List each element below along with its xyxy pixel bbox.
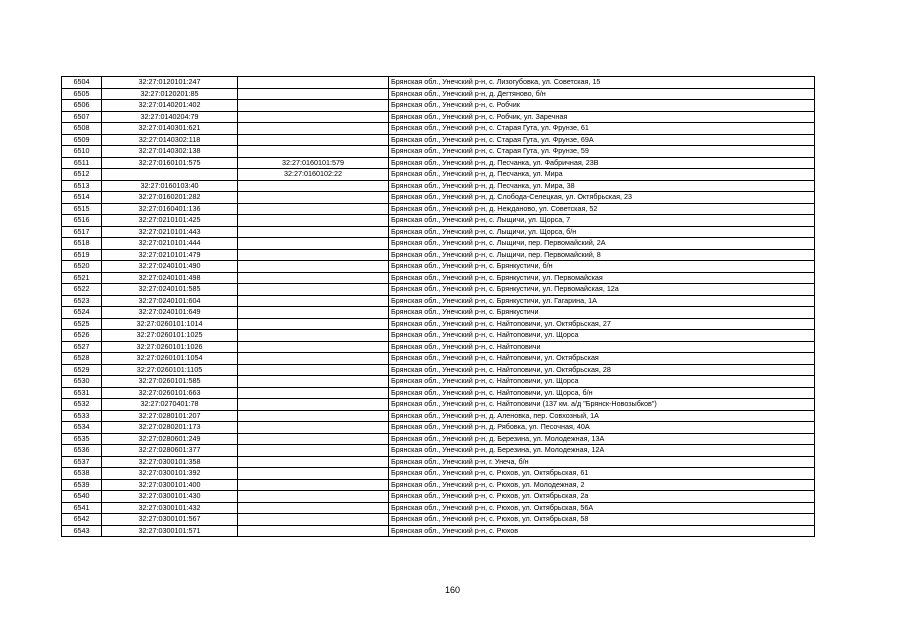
- address-cell: Брянская обл., Унечский р-н, с. Лыщичи, ул. Щорса, 7: [389, 215, 815, 227]
- address-cell: Брянская обл., Унечский р-н, с. Рюхов, ул. Октябрьская, 58: [389, 514, 815, 526]
- related-cadastral-number-cell: [238, 249, 389, 261]
- address-cell: Брянская обл., Унечский р-н, д. Березина, ул. Молодежная, 13А: [389, 433, 815, 445]
- row-number-cell: 6520: [62, 261, 102, 273]
- cadastral-number-cell: 32:27:0240101:604: [102, 295, 238, 307]
- table-row: [62, 272, 815, 284]
- table-row: [62, 261, 815, 273]
- related-cadastral-number-cell: [238, 238, 389, 250]
- related-cadastral-number-cell: [238, 295, 389, 307]
- address-cell: Брянская обл., Унечский р-н, с. Старая Гута, ул. Фрунзе, 61: [389, 123, 815, 135]
- cadastral-number-cell: 32:27:0260101:1054: [102, 353, 238, 365]
- cadastral-number-cell: 32:27:0300101:400: [102, 479, 238, 491]
- table-row: [62, 77, 815, 89]
- table-row: [62, 146, 815, 158]
- cadastral-number-cell: 32:27:0260101:1026: [102, 341, 238, 353]
- row-number-cell: 6532: [62, 399, 102, 411]
- row-number-cell: 6543: [62, 525, 102, 537]
- row-number-cell: 6512: [62, 169, 102, 181]
- table-row: [62, 284, 815, 296]
- registry-table: [61, 76, 815, 537]
- address-cell: Брянская обл., Унечский р-н, с. Брянкустичи, ул. Гагарина, 1А: [389, 295, 815, 307]
- table-row: [62, 514, 815, 526]
- related-cadastral-number-cell: [238, 330, 389, 342]
- row-number-cell: 6539: [62, 479, 102, 491]
- row-number-cell: 6517: [62, 226, 102, 238]
- related-cadastral-number-cell: [238, 514, 389, 526]
- table-row: [62, 295, 815, 307]
- related-cadastral-number-cell: [238, 445, 389, 457]
- row-number-cell: 6533: [62, 410, 102, 422]
- row-number-cell: 6507: [62, 111, 102, 123]
- row-number-cell: 6522: [62, 284, 102, 296]
- cadastral-number-cell: 32:27:0240101:649: [102, 307, 238, 319]
- table-row: [62, 387, 815, 399]
- row-number-cell: 6505: [62, 88, 102, 100]
- cadastral-number-cell: 32:27:0240101:490: [102, 261, 238, 273]
- address-cell: Брянская обл., Унечский р-н, с. Робчик, ул. Заречная: [389, 111, 815, 123]
- row-number-cell: 6538: [62, 468, 102, 480]
- table-row: [62, 525, 815, 537]
- row-number-cell: 6540: [62, 491, 102, 503]
- address-cell: Брянская обл., Унечский р-н, с. Найтоповичи, ул. Октябрьская, 27: [389, 318, 815, 330]
- related-cadastral-number-cell: [238, 146, 389, 158]
- cadastral-number-cell: 32:27:0140204:79: [102, 111, 238, 123]
- row-number-cell: 6513: [62, 180, 102, 192]
- row-number-cell: 6508: [62, 123, 102, 135]
- row-number-cell: 6534: [62, 422, 102, 434]
- row-number-cell: 6537: [62, 456, 102, 468]
- address-cell: Брянская обл., Унечский р-н, с. Рюхов, ул. Молодежная, 2: [389, 479, 815, 491]
- registry-table-body: [62, 77, 815, 537]
- cadastral-number-cell: 32:27:0160401:136: [102, 203, 238, 215]
- row-number-cell: 6515: [62, 203, 102, 215]
- address-cell: Брянская обл., Унечский р-н, д. Песчанка, ул. Фабричная, 23В: [389, 157, 815, 169]
- address-cell: Брянская обл., Унечский р-н, с. Робчик: [389, 100, 815, 112]
- address-cell: Брянская обл., Унечский р-н, д. Аленовка, пер. Совхозный, 1А: [389, 410, 815, 422]
- related-cadastral-number-cell: 32:27:0160102:22: [238, 169, 389, 181]
- table-row: [62, 318, 815, 330]
- table-row: [62, 502, 815, 514]
- cadastral-number-cell: 32:27:0160201:282: [102, 192, 238, 204]
- cadastral-number-cell: 32:27:0280601:377: [102, 445, 238, 457]
- row-number-cell: 6510: [62, 146, 102, 158]
- related-cadastral-number-cell: [238, 525, 389, 537]
- related-cadastral-number-cell: [238, 468, 389, 480]
- address-cell: Брянская обл., Унечский р-н, с. Рюхов, ул. Октябрьская, 56А: [389, 502, 815, 514]
- address-cell: Брянская обл., Унечский р-н, д. Березина, ул. Молодежная, 12А: [389, 445, 815, 457]
- cadastral-number-cell: 32:27:0300101:567: [102, 514, 238, 526]
- related-cadastral-number-cell: [238, 410, 389, 422]
- related-cadastral-number-cell: [238, 399, 389, 411]
- address-cell: Брянская обл., Унечский р-н, с. Найтоповичи, ул. Октябрьская, 28: [389, 364, 815, 376]
- related-cadastral-number-cell: [238, 422, 389, 434]
- table-row: [62, 410, 815, 422]
- related-cadastral-number-cell: [238, 341, 389, 353]
- table-row: [62, 491, 815, 503]
- table-row: [62, 456, 815, 468]
- related-cadastral-number-cell: [238, 88, 389, 100]
- address-cell: Брянская обл., Унечский р-н, с. Брянкустичи, б/н: [389, 261, 815, 273]
- related-cadastral-number-cell: [238, 456, 389, 468]
- row-number-cell: 6525: [62, 318, 102, 330]
- related-cadastral-number-cell: [238, 284, 389, 296]
- cadastral-number-cell: 32:27:0260101:663: [102, 387, 238, 399]
- row-number-cell: 6542: [62, 514, 102, 526]
- related-cadastral-number-cell: [238, 192, 389, 204]
- table-row: [62, 192, 815, 204]
- cadastral-number-cell: 32:27:0280201:173: [102, 422, 238, 434]
- related-cadastral-number-cell: 32:27:0160101:579: [238, 157, 389, 169]
- related-cadastral-number-cell: [238, 261, 389, 273]
- table-row: [62, 364, 815, 376]
- address-cell: Брянская обл., Унечский р-н, с. Лыщичи, пер. Первомайский, 8: [389, 249, 815, 261]
- row-number-cell: 6514: [62, 192, 102, 204]
- table-row: [62, 479, 815, 491]
- row-number-cell: 6516: [62, 215, 102, 227]
- table-row: [62, 226, 815, 238]
- table-row: [62, 341, 815, 353]
- cadastral-number-cell: 32:27:0300101:571: [102, 525, 238, 537]
- related-cadastral-number-cell: [238, 502, 389, 514]
- address-cell: Брянская обл., Унечский р-н, с. Брянкустичи, ул. Первомайская, 12а: [389, 284, 815, 296]
- row-number-cell: 6530: [62, 376, 102, 388]
- row-number-cell: 6535: [62, 433, 102, 445]
- related-cadastral-number-cell: [238, 318, 389, 330]
- cadastral-number-cell: 32:27:0260101:1105: [102, 364, 238, 376]
- cadastral-number-cell: 32:27:0240101:498: [102, 272, 238, 284]
- cadastral-number-cell: 32:27:0210101:443: [102, 226, 238, 238]
- address-cell: Брянская обл., Унечский р-н, с. Рюхов, ул. Октябрьская, 61: [389, 468, 815, 480]
- cadastral-number-cell: 32:27:0240101:585: [102, 284, 238, 296]
- related-cadastral-number-cell: [238, 215, 389, 227]
- address-cell: Брянская обл., Унечский р-н, с. Найтоповичи, ул. Щорса, б/н: [389, 387, 815, 399]
- table-row: [62, 249, 815, 261]
- related-cadastral-number-cell: [238, 364, 389, 376]
- table-row: [62, 215, 815, 227]
- cadastral-number-cell: 32:27:0300101:430: [102, 491, 238, 503]
- row-number-cell: 6531: [62, 387, 102, 399]
- table-row: [62, 433, 815, 445]
- table-row: [62, 399, 815, 411]
- table-row: [62, 180, 815, 192]
- address-cell: Брянская обл., Унечский р-н, д. Песчанка, ул. Мира: [389, 169, 815, 181]
- related-cadastral-number-cell: [238, 111, 389, 123]
- table-row: [62, 157, 815, 169]
- row-number-cell: 6524: [62, 307, 102, 319]
- related-cadastral-number-cell: [238, 387, 389, 399]
- table-row: [62, 307, 815, 319]
- cadastral-number-cell: 32:27:0120101:247: [102, 77, 238, 89]
- row-number-cell: 6518: [62, 238, 102, 250]
- cadastral-number-cell: 32:27:0140201:402: [102, 100, 238, 112]
- table-row: [62, 330, 815, 342]
- table-row: [62, 203, 815, 215]
- address-cell: Брянская обл., Унечский р-н, с. Рюхов: [389, 525, 815, 537]
- related-cadastral-number-cell: [238, 353, 389, 365]
- address-cell: Брянская обл., Унечский р-н, с. Найтоповичи (137 км. а/д "Брянск-Новозыбков"): [389, 399, 815, 411]
- cadastral-number-cell: 32:27:0270401:78: [102, 399, 238, 411]
- cadastral-number-cell: [102, 169, 238, 181]
- row-number-cell: 6519: [62, 249, 102, 261]
- row-number-cell: 6523: [62, 295, 102, 307]
- table-row: [62, 238, 815, 250]
- page-number: 160: [444, 585, 461, 595]
- cadastral-number-cell: 32:27:0210101:479: [102, 249, 238, 261]
- cadastral-number-cell: 32:27:0280601:249: [102, 433, 238, 445]
- address-cell: Брянская обл., Унечский р-н, с. Старая Гута, ул. Фрунзе, 59: [389, 146, 815, 158]
- table-row: [62, 376, 815, 388]
- cadastral-number-cell: 32:27:0260101:1014: [102, 318, 238, 330]
- row-number-cell: 6529: [62, 364, 102, 376]
- related-cadastral-number-cell: [238, 134, 389, 146]
- cadastral-number-cell: 32:27:0300101:392: [102, 468, 238, 480]
- address-cell: Брянская обл., Унечский р-н, с. Рюхов, ул. Октябрьская, 2а: [389, 491, 815, 503]
- table-row: [62, 468, 815, 480]
- table-row: [62, 88, 815, 100]
- address-cell: Брянская обл., Унечский р-н, с. Найтоповичи, ул. Щорса: [389, 376, 815, 388]
- table-row: [62, 353, 815, 365]
- row-number-cell: 6504: [62, 77, 102, 89]
- address-cell: Брянская обл., Унечский р-н, д. Нежданово, ул. Советская, 52: [389, 203, 815, 215]
- row-number-cell: 6527: [62, 341, 102, 353]
- related-cadastral-number-cell: [238, 100, 389, 112]
- cadastral-number-cell: 32:27:0160103:40: [102, 180, 238, 192]
- related-cadastral-number-cell: [238, 307, 389, 319]
- address-cell: Брянская обл., Унечский р-н, с. Лыщичи, пер. Первомайский, 2А: [389, 238, 815, 250]
- related-cadastral-number-cell: [238, 203, 389, 215]
- related-cadastral-number-cell: [238, 376, 389, 388]
- row-number-cell: 6528: [62, 353, 102, 365]
- address-cell: Брянская обл., Унечский р-н, д. Песчанка, ул. Мира, 38: [389, 180, 815, 192]
- cadastral-number-cell: 32:27:0280101:207: [102, 410, 238, 422]
- related-cadastral-number-cell: [238, 226, 389, 238]
- related-cadastral-number-cell: [238, 491, 389, 503]
- address-cell: Брянская обл., Унечский р-н, с. Лыщичи, ул. Щорса, б/н: [389, 226, 815, 238]
- related-cadastral-number-cell: [238, 123, 389, 135]
- related-cadastral-number-cell: [238, 180, 389, 192]
- address-cell: Брянская обл., Унечский р-н, с. Старая Гута, ул. Фрунзе, 69А: [389, 134, 815, 146]
- related-cadastral-number-cell: [238, 433, 389, 445]
- cadastral-number-cell: 32:27:0140302:118: [102, 134, 238, 146]
- table-row: [62, 445, 815, 457]
- address-cell: Брянская обл., Унечский р-н, с. Найтоповичи, ул. Щорса: [389, 330, 815, 342]
- cadastral-number-cell: 32:27:0160101:575: [102, 157, 238, 169]
- related-cadastral-number-cell: [238, 272, 389, 284]
- table-row: [62, 422, 815, 434]
- address-cell: Брянская обл., Унечский р-н, г. Унеча, б/н: [389, 456, 815, 468]
- address-cell: Брянская обл., Унечский р-н, с. Найтоповичи: [389, 341, 815, 353]
- row-number-cell: 6536: [62, 445, 102, 457]
- row-number-cell: 6526: [62, 330, 102, 342]
- related-cadastral-number-cell: [238, 479, 389, 491]
- row-number-cell: 6541: [62, 502, 102, 514]
- cadastral-number-cell: 32:27:0260101:1025: [102, 330, 238, 342]
- table-row: [62, 134, 815, 146]
- related-cadastral-number-cell: [238, 77, 389, 89]
- address-cell: Брянская обл., Унечский р-н, с. Лизогубовка, ул. Советская, 15: [389, 77, 815, 89]
- table-row: [62, 123, 815, 135]
- address-cell: Брянская обл., Унечский р-н, с. Брянкустичи: [389, 307, 815, 319]
- table-row: [62, 100, 815, 112]
- cadastral-number-cell: 32:27:0140301:621: [102, 123, 238, 135]
- row-number-cell: 6521: [62, 272, 102, 284]
- table-row: [62, 169, 815, 181]
- address-cell: Брянская обл., Унечский р-н, д. Слобода-Селецкая, ул. Октябрьская, 23: [389, 192, 815, 204]
- row-number-cell: 6509: [62, 134, 102, 146]
- cadastral-number-cell: 32:27:0260101:585: [102, 376, 238, 388]
- cadastral-number-cell: 32:27:0300101:358: [102, 456, 238, 468]
- address-cell: Брянская обл., Унечский р-н, с. Найтоповичи, ул. Октябрьская: [389, 353, 815, 365]
- cadastral-number-cell: 32:27:0210101:444: [102, 238, 238, 250]
- cadastral-number-cell: 32:27:0300101:432: [102, 502, 238, 514]
- cadastral-number-cell: 32:27:0120201:85: [102, 88, 238, 100]
- address-cell: Брянская обл., Унечский р-н, д. Дегтяново, б/н: [389, 88, 815, 100]
- cadastral-number-cell: 32:27:0210101:425: [102, 215, 238, 227]
- address-cell: Брянская обл., Унечский р-н, с. Брянкустичи, ул. Первомайская: [389, 272, 815, 284]
- row-number-cell: 6511: [62, 157, 102, 169]
- row-number-cell: 6506: [62, 100, 102, 112]
- cadastral-number-cell: 32:27:0140302:138: [102, 146, 238, 158]
- address-cell: Брянская обл., Унечский р-н, д. Рябовка, ул. Песочная, 40А: [389, 422, 815, 434]
- table-row: [62, 111, 815, 123]
